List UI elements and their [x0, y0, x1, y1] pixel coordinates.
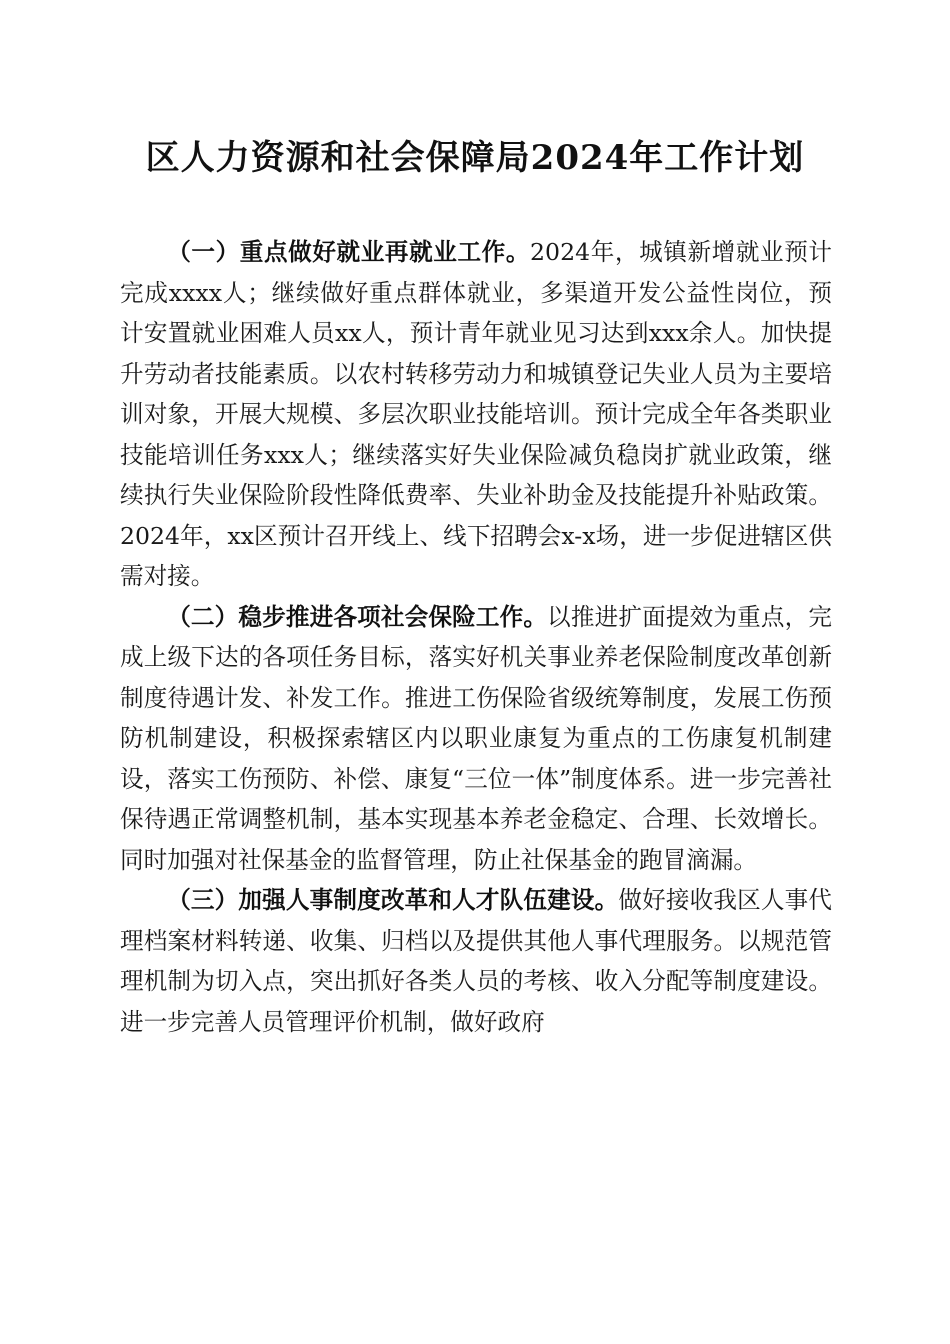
- paragraph-heading: （一）重点做好就业再就业工作。: [167, 238, 531, 266]
- paragraph-social-insurance: [120, 597, 832, 881]
- paragraph-employment: [120, 232, 832, 597]
- paragraph-text: 做好接收我区人事代理档案材料转递、收集、归档以及提供其他人事代理服务。以规范管理机制为切入点，突出抓好各类人员的考核、收入分配等制度建设。进一步完善人员管理评价机制，做好政府: [120, 886, 833, 1036]
- paragraph-heading: （三）加强人事制度改革和人才队伍建设。: [167, 886, 619, 914]
- paragraph-text: 以推进扩面提效为重点，完成上级下达的各项任务目标，落实好机关事业养老保险制度改革创新制度待遇计发、补发工作。推进工伤保险省级统筹制度，发展工伤预防机制建设，积极探索辖区内以职业康复为重点的工伤康复机制建设，落实工伤预防、补偿、康复“三位一体”制度体系。进一步完善社保待遇正常调整机制，基本实现基本养老金稳定、合理、长效增长。同时加强对社保基金的监督管理，防止社保基金的跑冒滴漏。: [120, 602, 833, 874]
- document-body: [120, 232, 832, 1042]
- paragraph-personnel-reform: [120, 880, 832, 1042]
- paragraph-text: 2024年，城镇新增就业预计完成xxxx人；继续做好重点群体就业，多渠道开发公益性岗位，预计安置就业困难人员xx人，预计青年就业见习达到xxx余人。加快提升劳动者技能素质。以农村转移劳动力和城镇登记失业人员为主要培训对象，开展大规模、多层次职业技能培训。预计完成全年各类职业技能培训任务xxx人；继续落实好失业保险减负稳岗扩就业政策，继续执行失业保险阶段性降低费率、失业补助金及技能提升补贴政策。2024年，xx区预计召开线上、线下招聘会x-x场，进一步促进辖区供需对接。: [120, 238, 832, 590]
- paragraph-heading: （二）稳步推进各项社会保险工作。: [167, 602, 548, 631]
- document-title: 区人力资源和社会保障局2024年工作计划: [145, 138, 805, 178]
